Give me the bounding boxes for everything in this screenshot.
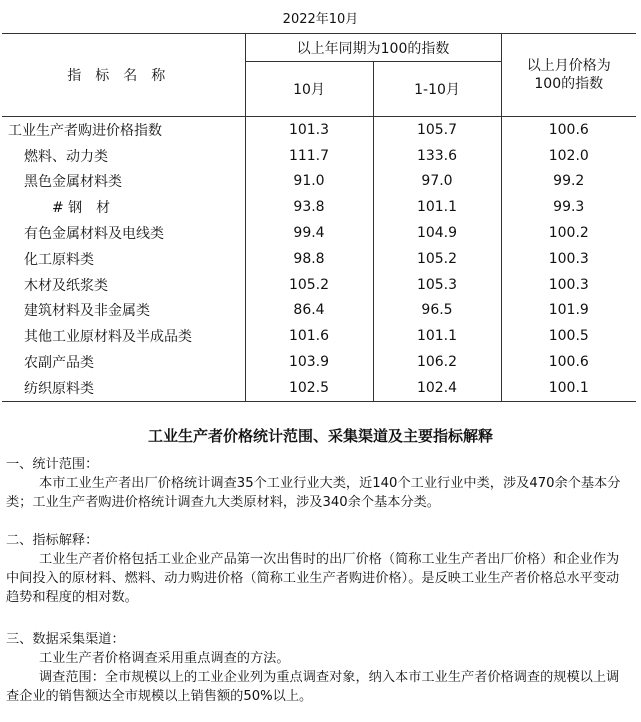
row-month-value: 102.5 <box>245 375 373 401</box>
row-mom-value: 100.6 <box>548 121 589 138</box>
row-name: 化工原料类 <box>2 246 245 272</box>
row-month-value: 103.9 <box>245 349 373 375</box>
row-name: # 钢 材 <box>2 194 245 220</box>
table-row <box>2 323 636 349</box>
row-month-value: 91.0 <box>245 169 373 195</box>
row-month-value: 105.2 <box>245 272 373 298</box>
table-row <box>2 143 636 169</box>
section-heading: 一、统计范围： <box>6 457 99 472</box>
row-name: 木材及纸浆类 <box>2 272 245 298</box>
table-row <box>2 375 636 401</box>
notes-section-definitions <box>6 531 632 607</box>
header-month: 10月 <box>245 62 373 117</box>
row-mom-value: 100.2 <box>548 225 589 242</box>
table-row <box>2 220 636 246</box>
row-name: 纺织原料类 <box>2 375 245 401</box>
row-name: 其他工业原材料及半成品类 <box>2 323 245 349</box>
row-name: 建筑材料及非金属类 <box>2 298 245 324</box>
table-row <box>2 246 636 272</box>
section-body: 本市工业生产者出厂价格统计调查35个工业行业大类，近140个工业行业中类，涉及470余个基本分类；工业生产者购进价格统计调查九大类原材料，涉及340余个基本分类。 <box>6 476 621 510</box>
row-name: 黑色金属材料类 <box>2 169 245 195</box>
section-body-line1: 工业生产者价格调查采用重点调查的方法。 <box>39 651 290 666</box>
row-month-value: 111.7 <box>245 143 373 169</box>
notes-section-scope <box>6 455 632 512</box>
row-cumulative-value: 106.2 <box>373 349 501 375</box>
row-month-value: 101.6 <box>245 323 373 349</box>
price-index-table <box>2 33 636 402</box>
row-cumulative-value: 105.3 <box>373 272 501 298</box>
table-row <box>2 349 636 375</box>
header-yoy-group: 以上年同期为100的指数 <box>245 34 501 62</box>
section-heading: 二、指标解释： <box>6 533 99 548</box>
row-mom-value: 100.5 <box>548 328 589 345</box>
table-row <box>2 194 636 220</box>
row-cumulative-value: 97.0 <box>373 169 501 195</box>
header-mom-text: 以上月价格为100的指数 <box>526 58 611 92</box>
section-heading: 三、数据采集渠道： <box>6 632 125 647</box>
row-month-value: 101.3 <box>245 117 373 143</box>
row-cumulative-value: 101.1 <box>373 323 501 349</box>
table-row <box>2 169 636 195</box>
section-body-line2: 调查范围：全市规模以上的工业企业列为重点调查对象，纳入本市工业生产者价格调查的规模以上调查企业的销售额达全市规模以上销售额的50%以上。 <box>6 670 620 704</box>
row-mom-value: 99.2 <box>553 173 585 190</box>
row-cumulative-value: 102.4 <box>373 375 501 401</box>
row-mom-value: 100.3 <box>548 250 589 267</box>
row-name: 农副产品类 <box>2 349 245 375</box>
row-mom-value: 99.3 <box>553 199 585 216</box>
row-cumulative-value: 133.6 <box>373 143 501 169</box>
row-month-value: 99.4 <box>245 220 373 246</box>
notes-section-channels <box>6 630 632 706</box>
header-mom <box>501 34 636 117</box>
section-body: 工业生产者价格包括工业企业产品第一次出售时的出厂价格（简称工业生产者出厂价格）和企业作为中间投入的原材料、燃料、动力购进价格（简称工业生产者购进价格）。是反映工业生产者价格总水平变动趋势和程度的相对数。 <box>6 552 620 605</box>
row-name: 有色金属材料及电线类 <box>2 220 245 246</box>
row-cumulative-value: 96.5 <box>373 298 501 324</box>
row-cumulative-value: 101.1 <box>373 194 501 220</box>
row-mom-value: 100.3 <box>548 276 589 293</box>
header-indicator-name: 指标名称 <box>2 34 245 117</box>
row-name: 工业生产者购进价格指数 <box>2 117 245 143</box>
row-cumulative-value: 105.2 <box>373 246 501 272</box>
table-row <box>2 272 636 298</box>
row-month-value: 98.8 <box>245 246 373 272</box>
row-mom-value: 100.1 <box>501 375 636 401</box>
report-period: 2022年10月 <box>282 12 359 27</box>
row-month-value: 93.8 <box>245 194 373 220</box>
table-row <box>2 117 636 143</box>
row-name: 燃料、动力类 <box>2 143 245 169</box>
row-cumulative-value: 105.7 <box>373 117 501 143</box>
row-cumulative-value: 104.9 <box>373 220 501 246</box>
row-mom-value: 102.0 <box>548 147 589 164</box>
table-row <box>2 298 636 324</box>
notes-title: 工业生产者价格统计范围、采集渠道及主要指标解释 <box>147 427 493 445</box>
row-month-value: 86.4 <box>245 298 373 324</box>
header-cumulative: 1-10月 <box>373 62 501 117</box>
row-mom-value: 100.6 <box>548 354 589 371</box>
row-mom-value: 101.9 <box>548 302 589 319</box>
